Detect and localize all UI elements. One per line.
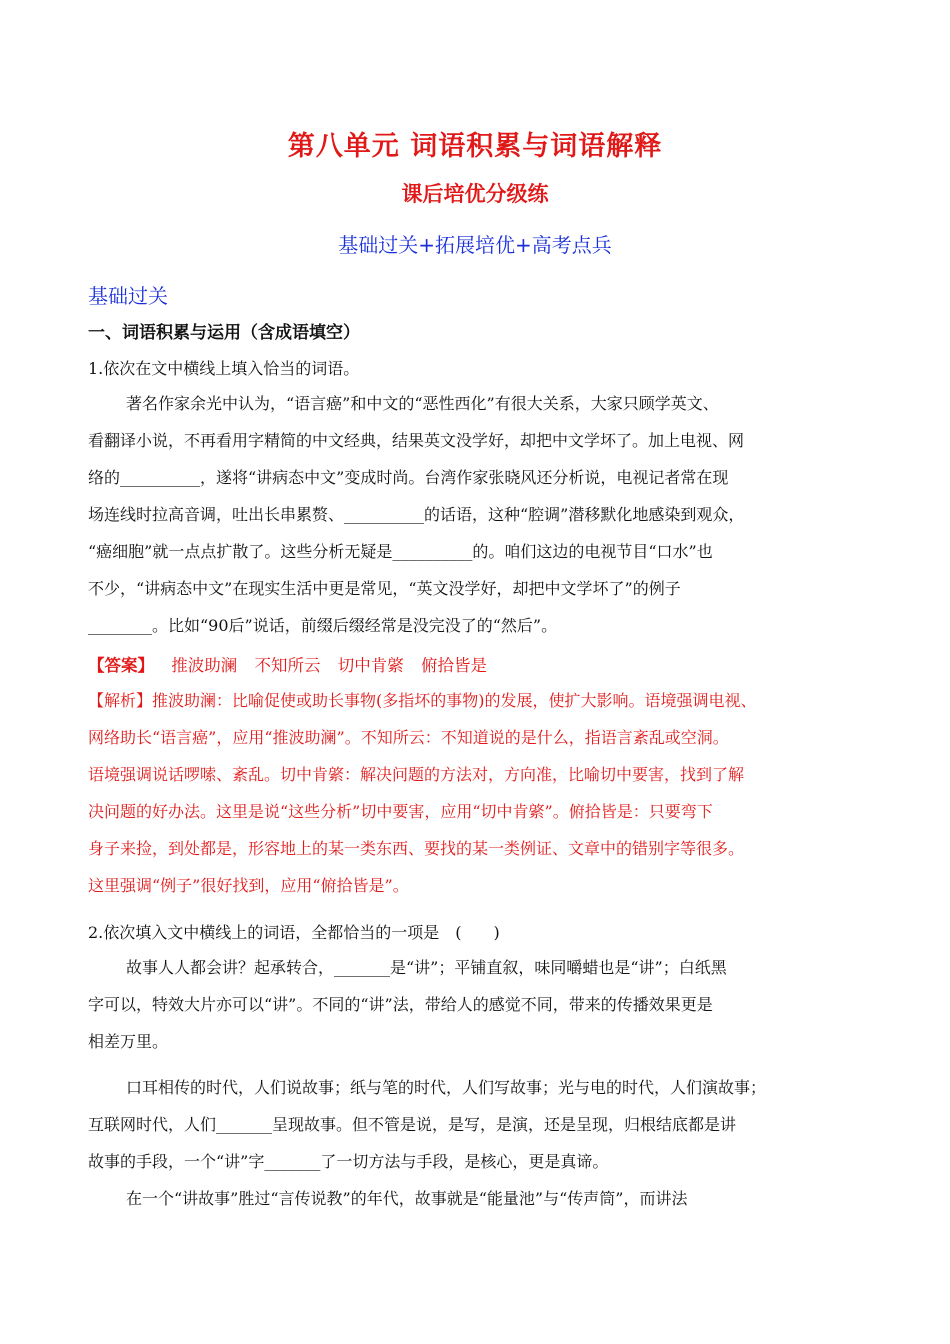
passage-line: 故事的手段，一个“讲”字_______了一切方法与手段，是核心，更是真谛。 (88, 1152, 609, 1171)
analysis-line: 语境强调说话啰嗦、紊乱。切中肯綮：解决问题的方法对，方向准，比喻切中要害，找到了解 (88, 765, 745, 784)
passage-line: ________。比如“90后”说话，前缀后缀经常是没完没了的“然后”。 (88, 616, 558, 635)
passage-line: “癌细胞”就一点点扩散了。这些分析无疑是__________的。咱们这边的电视节目“口水”也 (88, 542, 713, 561)
analysis-line: 身子来捡，到处都是，形容地上的某一类东西、要找的某一类例证、文章中的错别字等很多。 (88, 839, 745, 858)
analysis-block (88, 682, 866, 904)
page-subtitle-levels: 基础过关+拓展培优+高考点兵 (338, 233, 612, 257)
passage-line: 在一个“讲故事”胜过“言传说教”的年代，故事就是“能量池”与“传声筒”，而讲法 (126, 1189, 688, 1208)
passage-line: 故事人人都会讲？起承转合，_______是“讲”；平铺直叙，味同嚼蜡也是“讲”；白纸黑 (126, 958, 727, 977)
question-1-stem: 1.依次在文中横线上填入恰当的词语。 (88, 359, 360, 378)
answer-item: 俯拾皆是 (421, 656, 487, 675)
passage-line: 看翻译小说，不再看用字精简的中文经典，结果英文没学好，却把中文学坏了。加上电视、网 (88, 431, 745, 450)
question-2-paragraph-2 (88, 1069, 866, 1180)
passage-line: 口耳相传的时代，人们说故事；纸与笔的时代，人们写故事；光与电的时代，人们演故事； (126, 1078, 767, 1097)
answer-label: 【答案】 (88, 656, 154, 675)
passage-line: 络的__________，遂将“讲病态中文”变成时尚。台湾作家张晓风还分析说，电视记者常在现 (88, 468, 729, 487)
passage-line: 不少，“讲病态中文”在现实生活中更是常见，“英文没学好，却把中文学坏了”的例子 (88, 579, 681, 598)
analysis-line: 这里强调“例子”很好找到，应用“俯拾皆是”。 (88, 876, 409, 895)
passage-line: 字可以，特效大片亦可以“讲”。不同的“讲”法，带给人的感觉不同，带来的传播效果更是 (88, 995, 713, 1014)
analysis-line: 网络助长“语言癌”，应用“推波助澜”。不知所云：不知道说的是什么，指语言紊乱或空洞。 (88, 728, 729, 747)
answer-item: 推波助澜 (171, 656, 238, 675)
section-heading: 基础过关 (88, 284, 168, 308)
passage-line: 著名作家余光中认为，“语言癌”和中文的“恶性西化”有很大关系，大家只顾学英文、 (126, 394, 719, 413)
subsection-heading: 一、词语积累与运用（含成语填空） (88, 323, 360, 343)
passage-line: 相差万里。 (88, 1032, 169, 1051)
answer-item: 切中肯綮 (337, 656, 404, 675)
answer-block (88, 652, 487, 676)
question-1-passage (88, 385, 866, 644)
page-subtitle: 课后培优分级练 (401, 182, 549, 206)
answer-item: 不知所云 (254, 656, 321, 675)
question-2-paragraph-3 (88, 1180, 866, 1217)
passage-line: 场连线时拉高音调，吐出长串累赘、__________的话语，这种“腔调”潜移默化地感染到观众， (88, 505, 745, 524)
analysis-line: 【解析】推波助澜：比喻促使或助长事物(多指坏的事物)的发展，使扩大影响。语境强调电视、 (88, 691, 757, 710)
page-title: 第八单元 词语积累与词语解释 (287, 131, 663, 162)
question-2-stem: 2.依次填入文中横线上的词语，全都恰当的一项是 ( ) (88, 923, 500, 942)
analysis-line: 决问题的好办法。这里是说“这些分析”切中要害，应用“切中肯綮”。俯拾皆是：只要弯下 (88, 802, 713, 821)
question-2-paragraph-1 (88, 949, 866, 1060)
passage-line: 互联网时代，人们_______呈现故事。但不管是说，是写，是演，还是呈现，归根结底都是讲 (88, 1115, 737, 1134)
